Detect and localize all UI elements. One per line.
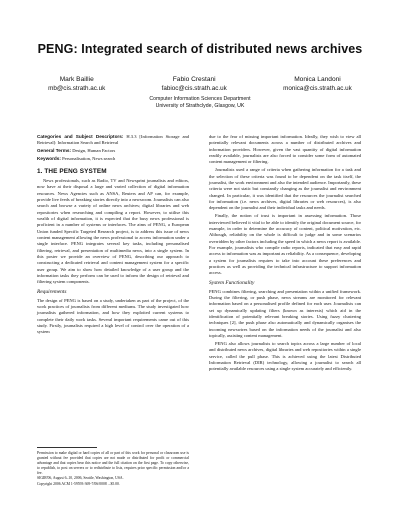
affiliation-university: University of Strathclyde, Glasgow, UK	[155, 102, 245, 109]
general-terms-line	[37, 148, 189, 154]
section-heading: 1. THE PENG SYSTEM	[37, 167, 107, 175]
left-column	[37, 134, 189, 337]
right-column	[209, 134, 361, 374]
categories-text: H.3.3 [Information Storage and Retrieval]: Information Search and Retrieval	[37, 134, 190, 146]
affiliation-department: Computer Information Sciences Department	[149, 96, 251, 102]
body-paragraph: The design of PENG is based on a study, undertaken as part of the project, of the work practices of journalists from different mediums. The study investigated how journalists gathered information, and how they exploited current systems to complete their daily work tasks. Several important requirements came out of this study. Firstly, journalists required a high level of control over the operation of a system	[37, 297, 189, 335]
affiliation	[0, 96, 400, 110]
author-name: Mark Baillie	[59, 76, 94, 83]
author-name: Fabio Crestani	[172, 76, 216, 83]
author-name: Monica Landoni	[294, 76, 341, 83]
keywords-label: Keywords:	[37, 156, 61, 162]
body-paragraph: PENG combines filtering, searching and presentation within a unified framework. During the filtering, or push phase, news streams are monitored for relevant information based on a personalised profile defined for each user. Journalists can set up dynamically updating filters (known as interests) which aid in the identification of potentially relevant breaking stories. Using fuzzy clustering techniques [2], the push phase also automatically and dynamically organises the incoming newswires based on the information needs of the journalist and also topically, assisting content management.	[209, 288, 361, 338]
author-2	[162, 76, 227, 93]
author-email: fabioc@cis.strath.ac.uk	[161, 84, 227, 92]
general-terms-label: General Terms:	[37, 148, 72, 154]
copyright-line: Copyright 2006 ACM 1-59593-369-7/06/0008 ...$5.00.	[37, 481, 120, 486]
permission-notice: Permission to make digital or hard copies of all or part of this work for personal or classroom use is granted without fee provided that copies are not made or distributed for profit or commercial advantage and that copies bear this notice and the full citation on the first page. To copy otherwise, to republish, to post on servers or to redistribute to lists, requires prior specific permission and/or a fee.	[37, 451, 189, 476]
author-email: monica@cis.strath.ac.uk	[283, 84, 352, 92]
body-paragraph: Finally, the notion of trust is important in assessing information. Those interviewed believed it vital to be able to identify the original document source, for example, in order to determine the accuracy of content, political motivation, etc. Although, reliability on the whole is difficult to judge and in some scenarios overridden by other factors including the speed in which a news report is available. For example, journalists who compile radio reports, indicated that easy and rapid access to information was as important as reliability. As a consequence, developing a system for journalists requires to take into account these preferences and practices as well as providing the technical infrastructure to support information access.	[209, 213, 361, 276]
subsection-heading: Requirements	[37, 288, 67, 295]
subsection-heading: System Functionality	[209, 279, 255, 286]
keywords-text: Personalisation, News search	[62, 156, 116, 162]
footnote-divider	[37, 447, 97, 448]
author-block	[20, 76, 380, 93]
author-3	[283, 76, 352, 93]
body-paragraph: PENG also allows journalists to search topics across a large number of local and distributed news archives, digital libraries and web repositories within a single service, called the pull phase. This is achieved using the latest Distributed Information Retrieval (DIR) technology, allowing a journalist to search all potentially available resources using a single system accurately and efficiently.	[209, 340, 361, 372]
copyright-footnote	[37, 447, 189, 487]
author-1	[48, 76, 105, 93]
body-paragraph: Journalists used a range of criteria when gathering information for a task and the selection of these criteria was found to be dependent on the task itself, the journalist, the work environment and also the intended audience. Importantly, these criteria were not static but constantly changing as the journalist and environment changed. In particular, it was identified that the resources the journalist searched for information (i.e. news archives, digital libraries or web resources), is also dependent on the journalist and their individual tasks and needs.	[209, 167, 361, 211]
keywords-line	[37, 156, 189, 162]
general-terms-text: Design, Human Factors	[72, 148, 116, 154]
author-email: mb@cis.strath.ac.uk	[48, 84, 106, 92]
categories-line	[37, 134, 189, 147]
body-paragraph: News professionals, such as Radio, TV and Newsprint journalists and editors, now have at their disposal a large and varied collection of digital information resources. News Agencies such as ANSA, Reuters and AP can, for example, provide live feeds of breaking stories directly into a newsroom. Journalists can also search and browse a variety of online news archives; digital libraries and web repositories when researching and compiling a report. However, to utilise this wealth of digital information, it is expected that the busy news professional is proficient in a number of systems or interfaces. The aims of PENG, a European Union funded Specific Targeted Research project, is to address this issue of news content management allowing the news professional to access information under a single interface. PENG integrates several key tasks, including personalised filtering, retrieval, and presentation of multimedia news, into a single system. In this poster we provide an overview of PENG, describing our approach to constructing a dedicated retrieval and content management system for a specific user group. We aim to show how detailed knowledge of a user group and the information tasks they perform can be used to inform the design of retrieval and filtering system components.	[37, 177, 189, 285]
paper-title: PENG: Integrated search of distributed news archives	[37, 42, 363, 56]
categories-label: Categories and Subject Descriptors:	[37, 134, 124, 139]
venue-line: SIGIR'06, August 6–10, 2006, Seattle, Washington, USA.	[37, 476, 124, 481]
body-paragraph: due to the fear of missing important information. Ideally, they wish to view all potentially relevant documents across a number of distributed archives and information providers. However, given the vast quantity of digital information readily available, journalists are also forced to consider some form of automated content management or filtering.	[209, 134, 361, 165]
